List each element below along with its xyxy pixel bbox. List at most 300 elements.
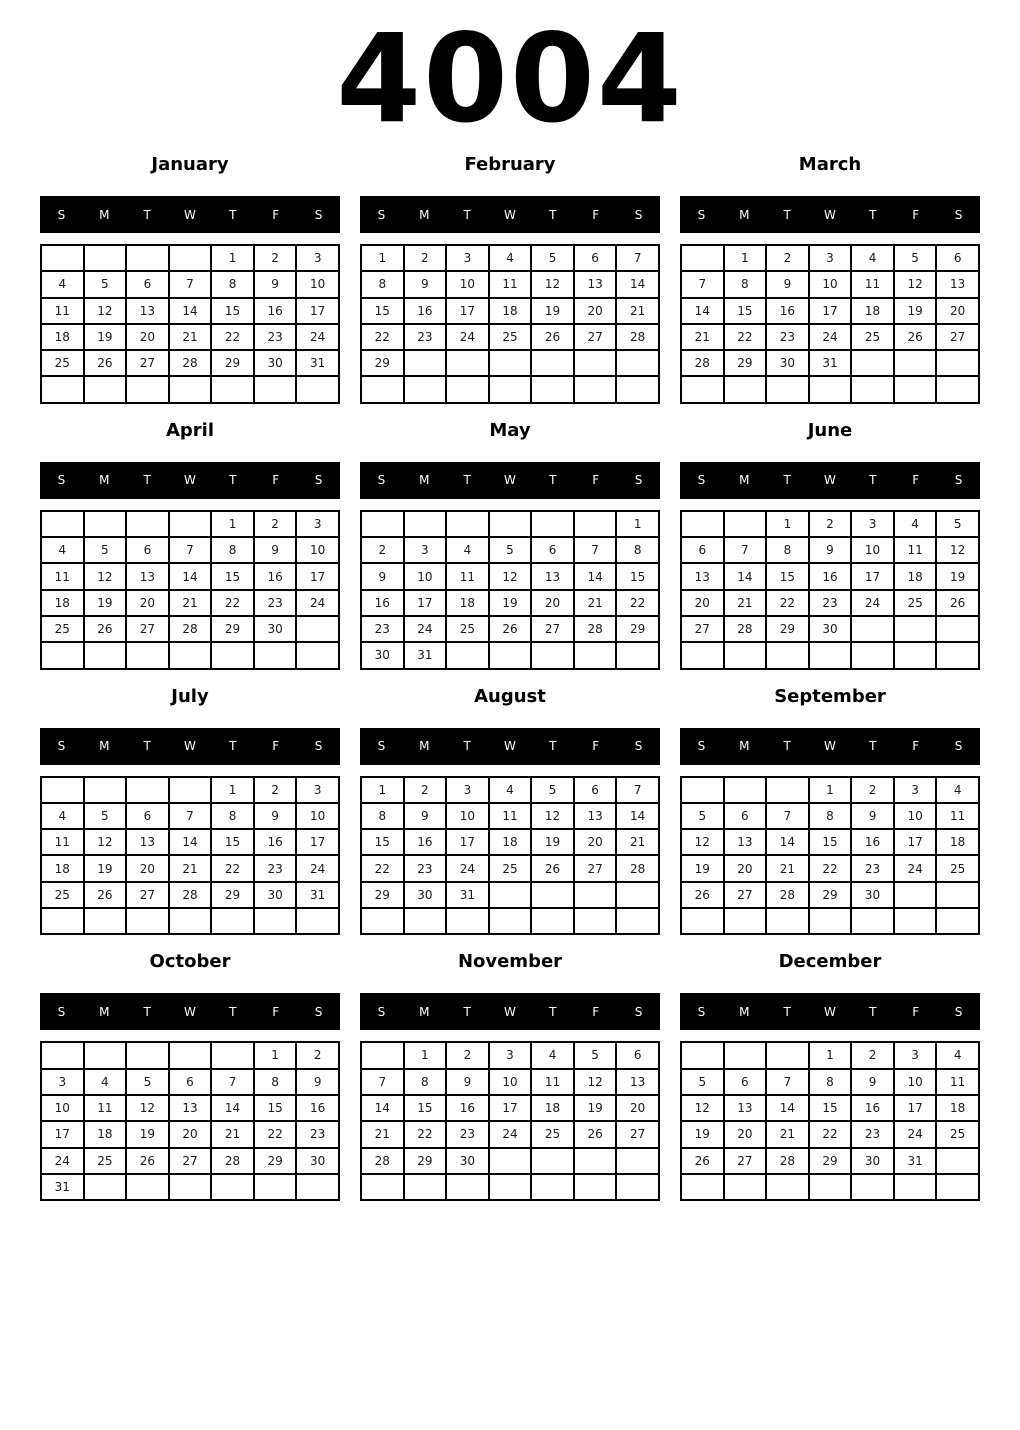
day-cell: 26 bbox=[574, 1121, 617, 1147]
day-cell: 5 bbox=[84, 803, 127, 829]
weekday-label: T bbox=[463, 207, 471, 222]
day-cell: 27 bbox=[531, 616, 574, 642]
empty-day-cell bbox=[681, 908, 724, 934]
weekday-label: M bbox=[99, 207, 110, 222]
day-cell: 16 bbox=[404, 829, 447, 855]
week-row bbox=[41, 350, 339, 376]
weekday-header-bar bbox=[40, 462, 340, 499]
day-cell: 3 bbox=[296, 245, 339, 271]
weekday-label: S bbox=[57, 473, 66, 488]
empty-day-cell bbox=[126, 245, 169, 271]
empty-day-cell bbox=[361, 1174, 404, 1200]
day-cell: 11 bbox=[936, 803, 979, 829]
day-cell: 29 bbox=[254, 1148, 297, 1174]
day-cell: 13 bbox=[724, 829, 767, 855]
day-cell: 24 bbox=[296, 855, 339, 881]
week-row bbox=[681, 350, 979, 376]
day-cell: 21 bbox=[169, 855, 212, 881]
week-row bbox=[41, 324, 339, 350]
weekday-header-bar bbox=[360, 993, 660, 1030]
weekday-label: T bbox=[229, 473, 237, 488]
week-row bbox=[681, 590, 979, 616]
week-row bbox=[681, 777, 979, 803]
day-cell: 4 bbox=[489, 777, 532, 803]
weekday-label: F bbox=[912, 739, 920, 754]
day-cell: 25 bbox=[84, 1148, 127, 1174]
day-cell: 21 bbox=[766, 855, 809, 881]
day-cell: 26 bbox=[894, 324, 937, 350]
empty-day-cell bbox=[84, 245, 127, 271]
day-cell: 14 bbox=[211, 1095, 254, 1121]
weekday-header-bar bbox=[680, 462, 980, 499]
day-cell: 6 bbox=[531, 537, 574, 563]
weekday-label: S bbox=[634, 1004, 643, 1019]
empty-day-cell bbox=[489, 350, 532, 376]
empty-day-cell bbox=[296, 908, 339, 934]
day-cell: 26 bbox=[126, 1148, 169, 1174]
day-cell: 1 bbox=[361, 245, 404, 271]
empty-day-cell bbox=[681, 642, 724, 668]
day-cell: 8 bbox=[211, 803, 254, 829]
week-row bbox=[41, 1121, 339, 1147]
empty-day-cell bbox=[724, 1042, 767, 1068]
empty-day-cell bbox=[126, 1042, 169, 1068]
week-row bbox=[361, 616, 659, 642]
empty-day-cell bbox=[616, 1148, 659, 1174]
day-cell: 5 bbox=[84, 537, 127, 563]
day-cell: 29 bbox=[766, 616, 809, 642]
day-cell: 20 bbox=[574, 829, 617, 855]
day-cell: 7 bbox=[616, 245, 659, 271]
day-cell: 2 bbox=[446, 1042, 489, 1068]
week-row bbox=[41, 803, 339, 829]
empty-day-cell bbox=[296, 376, 339, 402]
day-cell: 8 bbox=[404, 1069, 447, 1095]
empty-day-cell bbox=[41, 376, 84, 402]
day-cell: 29 bbox=[616, 616, 659, 642]
day-cell: 5 bbox=[681, 803, 724, 829]
day-cell: 3 bbox=[446, 245, 489, 271]
day-cell: 3 bbox=[894, 777, 937, 803]
day-cell: 30 bbox=[361, 642, 404, 668]
day-cell: 1 bbox=[211, 245, 254, 271]
day-cell: 27 bbox=[616, 1121, 659, 1147]
empty-day-cell bbox=[574, 908, 617, 934]
day-cell: 12 bbox=[681, 829, 724, 855]
day-cell: 12 bbox=[574, 1069, 617, 1095]
month-december bbox=[680, 951, 980, 1201]
week-row bbox=[41, 642, 339, 668]
day-cell: 15 bbox=[361, 298, 404, 324]
day-cell: 28 bbox=[681, 350, 724, 376]
day-cell: 23 bbox=[446, 1121, 489, 1147]
day-cell: 24 bbox=[296, 324, 339, 350]
day-cell: 7 bbox=[766, 1069, 809, 1095]
empty-day-cell bbox=[936, 642, 979, 668]
day-cell: 25 bbox=[531, 1121, 574, 1147]
empty-day-cell bbox=[724, 511, 767, 537]
week-row bbox=[681, 908, 979, 934]
day-cell: 19 bbox=[531, 829, 574, 855]
day-cell: 25 bbox=[894, 590, 937, 616]
day-cell: 6 bbox=[936, 245, 979, 271]
day-cell: 1 bbox=[254, 1042, 297, 1068]
day-cell: 3 bbox=[404, 537, 447, 563]
day-cell: 4 bbox=[41, 537, 84, 563]
empty-day-cell bbox=[404, 511, 447, 537]
day-cell: 4 bbox=[84, 1069, 127, 1095]
day-cell: 25 bbox=[851, 324, 894, 350]
weekday-header-bar bbox=[360, 196, 660, 233]
day-cell: 1 bbox=[809, 1042, 852, 1068]
day-cell: 16 bbox=[404, 298, 447, 324]
weekday-label: T bbox=[549, 473, 557, 488]
empty-day-cell bbox=[766, 642, 809, 668]
day-cell: 23 bbox=[404, 324, 447, 350]
empty-day-cell bbox=[489, 642, 532, 668]
month-title: August bbox=[474, 685, 546, 707]
week-row bbox=[41, 1042, 339, 1068]
day-cell: 6 bbox=[126, 271, 169, 297]
day-cell: 25 bbox=[936, 1121, 979, 1147]
day-cell: 11 bbox=[489, 803, 532, 829]
day-cell: 20 bbox=[531, 590, 574, 616]
day-cell: 11 bbox=[84, 1095, 127, 1121]
empty-day-cell bbox=[851, 616, 894, 642]
empty-day-cell bbox=[809, 376, 852, 402]
day-cell: 1 bbox=[809, 777, 852, 803]
day-cell: 20 bbox=[724, 855, 767, 881]
day-cell: 24 bbox=[404, 616, 447, 642]
day-cell: 5 bbox=[489, 537, 532, 563]
day-cell: 19 bbox=[84, 324, 127, 350]
day-cell: 16 bbox=[809, 563, 852, 589]
week-row bbox=[681, 271, 979, 297]
day-cell: 26 bbox=[84, 882, 127, 908]
empty-day-cell bbox=[489, 376, 532, 402]
weekday-label: M bbox=[739, 1004, 750, 1019]
empty-day-cell bbox=[446, 1174, 489, 1200]
week-row bbox=[681, 245, 979, 271]
day-cell: 7 bbox=[169, 271, 212, 297]
weekday-label: W bbox=[504, 207, 516, 222]
weekday-label: M bbox=[739, 473, 750, 488]
week-row bbox=[681, 882, 979, 908]
day-cell: 18 bbox=[531, 1095, 574, 1121]
day-cell: 26 bbox=[84, 350, 127, 376]
month-april bbox=[40, 420, 340, 670]
day-cell: 10 bbox=[296, 271, 339, 297]
week-row bbox=[681, 1174, 979, 1200]
day-cell: 31 bbox=[41, 1174, 84, 1200]
month-title: July bbox=[171, 685, 209, 707]
day-cell: 13 bbox=[616, 1069, 659, 1095]
day-cell: 22 bbox=[809, 855, 852, 881]
day-cell: 15 bbox=[404, 1095, 447, 1121]
day-cell: 11 bbox=[489, 271, 532, 297]
empty-day-cell bbox=[616, 642, 659, 668]
day-cell: 30 bbox=[766, 350, 809, 376]
day-cell: 10 bbox=[489, 1069, 532, 1095]
day-cell: 22 bbox=[766, 590, 809, 616]
day-cell: 9 bbox=[296, 1069, 339, 1095]
empty-day-cell bbox=[489, 511, 532, 537]
day-cell: 30 bbox=[254, 350, 297, 376]
weekday-label: S bbox=[57, 1004, 66, 1019]
day-cell: 29 bbox=[809, 882, 852, 908]
empty-day-cell bbox=[724, 1174, 767, 1200]
day-cell: 7 bbox=[574, 537, 617, 563]
day-cell: 25 bbox=[489, 324, 532, 350]
day-cell: 9 bbox=[254, 537, 297, 563]
day-cell: 11 bbox=[41, 829, 84, 855]
day-cell: 15 bbox=[361, 829, 404, 855]
week-row bbox=[361, 829, 659, 855]
month-title: November bbox=[457, 951, 563, 973]
month-day-grid bbox=[360, 244, 660, 404]
day-cell: 1 bbox=[211, 777, 254, 803]
day-cell: 30 bbox=[809, 616, 852, 642]
day-cell: 5 bbox=[936, 511, 979, 537]
day-cell: 11 bbox=[851, 271, 894, 297]
week-row bbox=[41, 829, 339, 855]
empty-day-cell bbox=[809, 1174, 852, 1200]
week-row bbox=[681, 803, 979, 829]
day-cell: 10 bbox=[41, 1095, 84, 1121]
day-cell: 30 bbox=[446, 1148, 489, 1174]
day-cell: 24 bbox=[851, 590, 894, 616]
day-cell: 29 bbox=[404, 1148, 447, 1174]
day-cell: 17 bbox=[809, 298, 852, 324]
week-row bbox=[681, 1121, 979, 1147]
day-cell: 28 bbox=[766, 1148, 809, 1174]
weekday-label: F bbox=[912, 1004, 920, 1019]
day-cell: 4 bbox=[41, 271, 84, 297]
empty-day-cell bbox=[41, 1042, 84, 1068]
day-cell: 29 bbox=[361, 882, 404, 908]
day-cell: 10 bbox=[894, 1069, 937, 1095]
empty-day-cell bbox=[489, 908, 532, 934]
empty-day-cell bbox=[361, 376, 404, 402]
empty-day-cell bbox=[894, 882, 937, 908]
day-cell: 10 bbox=[296, 537, 339, 563]
month-day-grid bbox=[40, 510, 340, 670]
empty-day-cell bbox=[84, 1174, 127, 1200]
week-row bbox=[41, 563, 339, 589]
day-cell: 8 bbox=[211, 271, 254, 297]
empty-day-cell bbox=[126, 376, 169, 402]
day-cell: 15 bbox=[809, 1095, 852, 1121]
day-cell: 28 bbox=[361, 1148, 404, 1174]
day-cell: 24 bbox=[446, 855, 489, 881]
empty-day-cell bbox=[616, 882, 659, 908]
day-cell: 13 bbox=[574, 271, 617, 297]
weekday-label: M bbox=[99, 739, 110, 754]
day-cell: 28 bbox=[574, 616, 617, 642]
day-cell: 28 bbox=[169, 616, 212, 642]
day-cell: 18 bbox=[84, 1121, 127, 1147]
day-cell: 17 bbox=[894, 1095, 937, 1121]
day-cell: 11 bbox=[936, 1069, 979, 1095]
day-cell: 30 bbox=[851, 1148, 894, 1174]
day-cell: 22 bbox=[616, 590, 659, 616]
day-cell: 4 bbox=[531, 1042, 574, 1068]
day-cell: 8 bbox=[361, 271, 404, 297]
day-cell: 4 bbox=[894, 511, 937, 537]
empty-day-cell bbox=[361, 1042, 404, 1068]
day-cell: 2 bbox=[254, 245, 297, 271]
empty-day-cell bbox=[681, 1042, 724, 1068]
weekday-label: T bbox=[869, 1004, 877, 1019]
empty-day-cell bbox=[936, 1148, 979, 1174]
empty-day-cell bbox=[41, 642, 84, 668]
week-row bbox=[361, 803, 659, 829]
day-cell: 20 bbox=[616, 1095, 659, 1121]
day-cell: 18 bbox=[446, 590, 489, 616]
day-cell: 21 bbox=[361, 1121, 404, 1147]
day-cell: 26 bbox=[84, 616, 127, 642]
day-cell: 12 bbox=[126, 1095, 169, 1121]
weekday-label: S bbox=[57, 207, 66, 222]
week-row bbox=[681, 324, 979, 350]
empty-day-cell bbox=[936, 350, 979, 376]
day-cell: 16 bbox=[361, 590, 404, 616]
day-cell: 12 bbox=[489, 563, 532, 589]
day-cell: 4 bbox=[446, 537, 489, 563]
empty-day-cell bbox=[766, 908, 809, 934]
empty-day-cell bbox=[126, 1174, 169, 1200]
day-cell: 5 bbox=[531, 245, 574, 271]
day-cell: 7 bbox=[681, 271, 724, 297]
month-november bbox=[360, 951, 660, 1201]
day-cell: 4 bbox=[936, 777, 979, 803]
day-cell: 3 bbox=[809, 245, 852, 271]
day-cell: 20 bbox=[936, 298, 979, 324]
week-row bbox=[361, 324, 659, 350]
day-cell: 8 bbox=[211, 537, 254, 563]
week-row bbox=[361, 882, 659, 908]
empty-day-cell bbox=[766, 376, 809, 402]
day-cell: 6 bbox=[724, 803, 767, 829]
weekday-label: F bbox=[592, 473, 600, 488]
day-cell: 7 bbox=[169, 803, 212, 829]
weekday-label: S bbox=[314, 473, 323, 488]
day-cell: 16 bbox=[851, 829, 894, 855]
empty-day-cell bbox=[211, 908, 254, 934]
empty-day-cell bbox=[936, 908, 979, 934]
weekday-label: T bbox=[143, 1004, 151, 1019]
weekday-label: T bbox=[549, 207, 557, 222]
weekday-header-bar bbox=[680, 728, 980, 765]
weekday-label: T bbox=[783, 739, 791, 754]
day-cell: 2 bbox=[254, 511, 297, 537]
month-title: September bbox=[774, 685, 886, 707]
day-cell: 19 bbox=[681, 1121, 724, 1147]
day-cell: 2 bbox=[851, 777, 894, 803]
day-cell: 31 bbox=[296, 350, 339, 376]
day-cell: 27 bbox=[724, 882, 767, 908]
weekday-label: F bbox=[592, 1004, 600, 1019]
day-cell: 6 bbox=[681, 537, 724, 563]
empty-day-cell bbox=[296, 1174, 339, 1200]
day-cell: 21 bbox=[616, 298, 659, 324]
empty-day-cell bbox=[616, 908, 659, 934]
day-cell: 9 bbox=[851, 803, 894, 829]
weekday-label: F bbox=[272, 739, 280, 754]
weekday-label: T bbox=[549, 739, 557, 754]
day-cell: 31 bbox=[894, 1148, 937, 1174]
week-row bbox=[41, 777, 339, 803]
empty-day-cell bbox=[169, 245, 212, 271]
empty-day-cell bbox=[681, 1174, 724, 1200]
empty-day-cell bbox=[169, 1042, 212, 1068]
day-cell: 27 bbox=[724, 1148, 767, 1174]
day-cell: 9 bbox=[766, 271, 809, 297]
day-cell: 20 bbox=[681, 590, 724, 616]
weekday-label: W bbox=[824, 739, 836, 754]
empty-day-cell bbox=[894, 350, 937, 376]
day-cell: 4 bbox=[851, 245, 894, 271]
day-cell: 7 bbox=[766, 803, 809, 829]
weekday-label: F bbox=[912, 473, 920, 488]
day-cell: 24 bbox=[489, 1121, 532, 1147]
month-september bbox=[680, 686, 980, 936]
month-march bbox=[680, 154, 980, 404]
day-cell: 20 bbox=[574, 298, 617, 324]
empty-day-cell bbox=[766, 1174, 809, 1200]
month-february bbox=[360, 154, 660, 404]
weekday-label: S bbox=[314, 1004, 323, 1019]
day-cell: 23 bbox=[404, 855, 447, 881]
day-cell: 29 bbox=[724, 350, 767, 376]
empty-day-cell bbox=[531, 642, 574, 668]
day-cell: 21 bbox=[211, 1121, 254, 1147]
day-cell: 22 bbox=[404, 1121, 447, 1147]
day-cell: 30 bbox=[296, 1148, 339, 1174]
weekday-header-bar bbox=[40, 196, 340, 233]
week-row bbox=[681, 537, 979, 563]
day-cell: 22 bbox=[724, 324, 767, 350]
day-cell: 3 bbox=[894, 1042, 937, 1068]
day-cell: 18 bbox=[851, 298, 894, 324]
day-cell: 27 bbox=[574, 324, 617, 350]
week-row bbox=[361, 777, 659, 803]
weekday-label: S bbox=[697, 473, 706, 488]
day-cell: 8 bbox=[361, 803, 404, 829]
day-cell: 3 bbox=[446, 777, 489, 803]
day-cell: 12 bbox=[531, 271, 574, 297]
weekday-label: M bbox=[419, 473, 430, 488]
day-cell: 9 bbox=[254, 803, 297, 829]
day-cell: 26 bbox=[489, 616, 532, 642]
day-cell: 14 bbox=[169, 563, 212, 589]
day-cell: 7 bbox=[724, 537, 767, 563]
weekday-label: S bbox=[57, 739, 66, 754]
empty-day-cell bbox=[851, 376, 894, 402]
empty-day-cell bbox=[84, 777, 127, 803]
empty-day-cell bbox=[41, 908, 84, 934]
day-cell: 17 bbox=[489, 1095, 532, 1121]
day-cell: 9 bbox=[446, 1069, 489, 1095]
day-cell: 18 bbox=[894, 563, 937, 589]
empty-day-cell bbox=[41, 245, 84, 271]
week-row bbox=[41, 245, 339, 271]
week-row bbox=[361, 1174, 659, 1200]
weekday-label: W bbox=[504, 739, 516, 754]
day-cell: 8 bbox=[809, 803, 852, 829]
day-cell: 15 bbox=[724, 298, 767, 324]
day-cell: 23 bbox=[254, 855, 297, 881]
